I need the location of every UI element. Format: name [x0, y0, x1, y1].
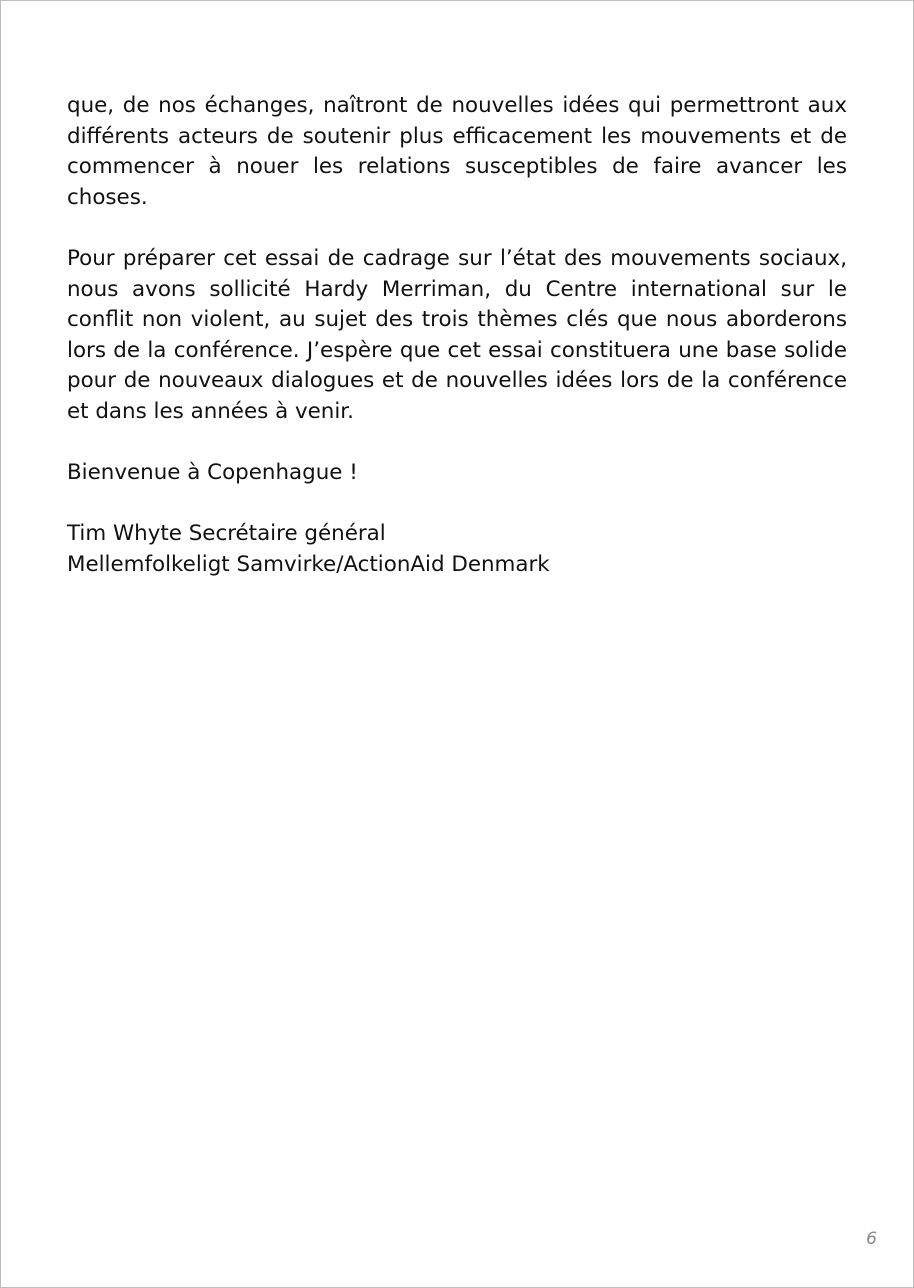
- page-body: [67, 91, 847, 581]
- paragraph-closing-ideas: que, de nos échanges, naîtront de nouvelles idées qui permettront aux différents acteurs de soutenir plus efficacement les mouvements et de commencer à nouer les relations susceptibles de faire avancer les choses.: [67, 93, 847, 210]
- paragraph-framing-essay: Pour préparer cet essai de cadrage sur l’état des mouvements sociaux, nous avons sollicité Hardy Merriman, du Centre international sur le conflit non violent, au sujet des trois thèmes clés que nous aborderons lors de la conférence. J’espère que cet essai constituera une base solide pour de nouveaux dialogues et de nouvelles idées lors de la conférence et dans les années à venir.: [67, 245, 847, 424]
- signature-block: [67, 519, 847, 580]
- paragraph-welcome: Bienvenue à Copenhague !: [67, 460, 358, 486]
- page-number: 6: [866, 1229, 877, 1249]
- signature-organization: Mellemfolkeligt Samvirke/ActionAid Denmark: [67, 551, 550, 577]
- signature-name-title: Tim Whyte Secrétaire général: [67, 521, 386, 547]
